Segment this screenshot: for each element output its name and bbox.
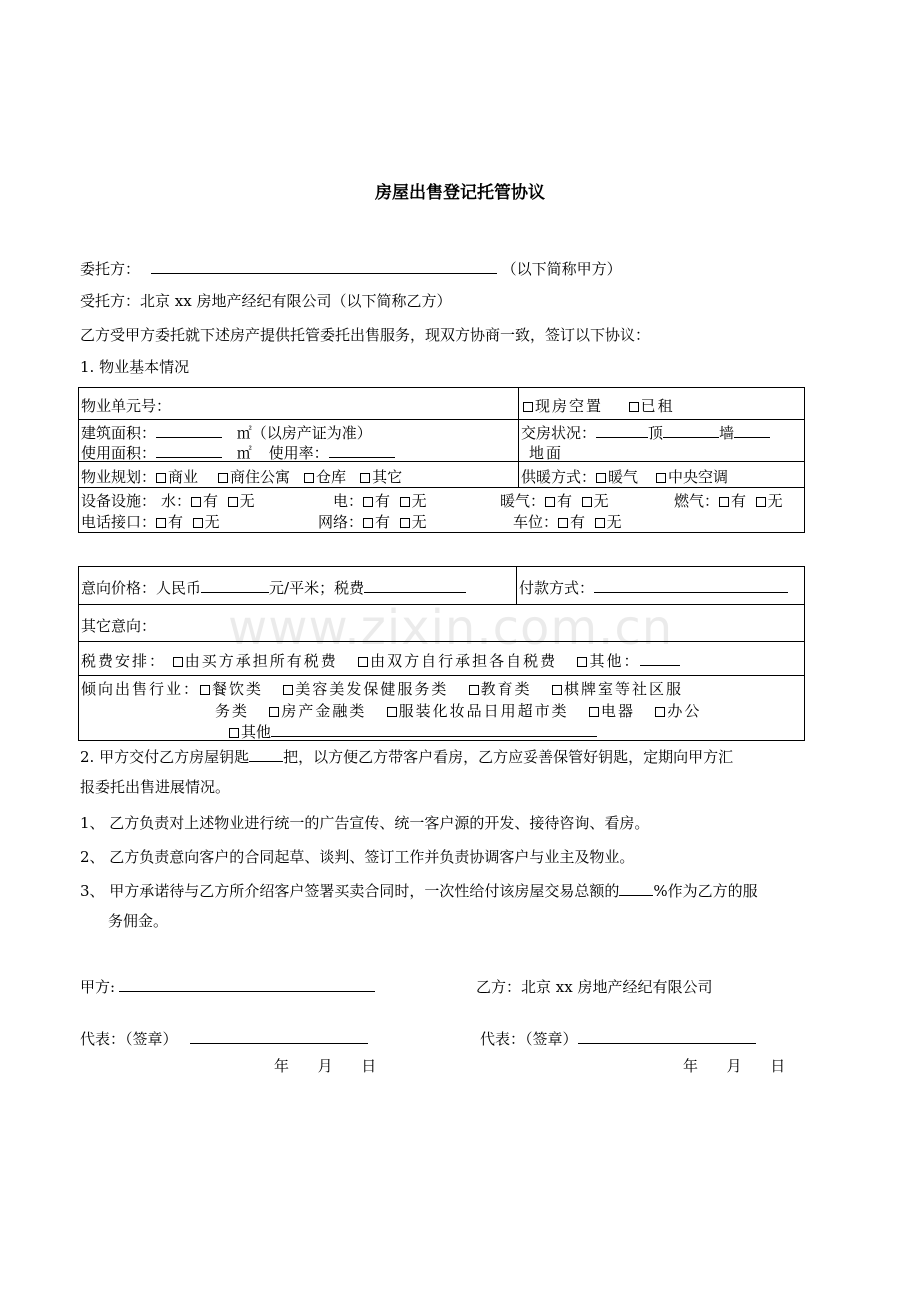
divider (78, 604, 805, 605)
key-count-field[interactable] (249, 760, 283, 762)
planning-other-label: 其它 (372, 468, 403, 486)
clause-item-1: 1、 乙方负责对上述物业进行统一的广告宣传、统一客户源的开发、接待咨询、看房。 (80, 814, 650, 832)
parking-no-label: 无 (606, 513, 622, 531)
divider (518, 387, 519, 487)
planning-warehouse-checkbox[interactable] (304, 473, 314, 483)
client-name-field[interactable] (151, 272, 497, 274)
tax-other-label: 其他： (589, 652, 641, 670)
usable-area-field[interactable] (156, 456, 222, 458)
phone-yes-label: 有 (168, 513, 184, 531)
parking-yes-checkbox[interactable] (558, 518, 568, 528)
industry-office-label: 办公 (667, 702, 702, 720)
tax-buyer-checkbox[interactable] (173, 657, 183, 667)
usage-rate-label: 使用率： (268, 444, 329, 462)
heating-label: 供暖方式： (521, 468, 597, 486)
planning-commercial-checkbox[interactable] (156, 473, 166, 483)
price-field[interactable] (201, 591, 269, 593)
network-no-label: 无 (411, 513, 427, 531)
planning-apartment-checkbox[interactable] (218, 473, 228, 483)
heating-yes-label: 有 (557, 492, 573, 510)
building-area-row (81, 422, 372, 443)
clause-item-2: 2、 乙方负责意向客户的合同起草、谈判、签订工作并负责协调客户与业主及物业。 (80, 848, 635, 866)
trustee-line: 受托方：北京 xx 房地产经纪有限公司（以下简称乙方） (80, 292, 452, 310)
document-title: 房屋出售登记托管协议 (375, 183, 545, 203)
building-area-field[interactable] (156, 436, 222, 438)
clause-3-part-b: %作为乙方的服 (653, 882, 758, 900)
heating-central-ac-checkbox[interactable] (656, 473, 666, 483)
industry-office-checkbox[interactable] (655, 707, 665, 717)
price-label: 意向价格：人民币 (81, 579, 202, 597)
party-b-label: 乙方：北京 xx 房地产经纪有限公司 (476, 978, 713, 996)
electric-no-label: 无 (411, 492, 427, 510)
facility-label: 设备设施： (81, 492, 157, 510)
clause-2-line-2: 报委托出售进展情况。 (80, 778, 231, 796)
heating-yes-checkbox[interactable] (545, 497, 555, 507)
divider (516, 566, 517, 604)
party-a-date: 年 月 日 (274, 1057, 377, 1075)
status-options (523, 395, 675, 416)
usable-area-row (81, 442, 395, 463)
tax-other-checkbox[interactable] (577, 657, 587, 667)
rented-label: 已租 (640, 397, 675, 415)
divider (78, 675, 805, 676)
industry-clothing-label: 服装化妆品日用超市类 (398, 702, 569, 720)
building-area-unit: ㎡（以房产证为准） (236, 424, 372, 442)
industry-label: 倾向出售行业： (81, 680, 201, 698)
client-label: 委托方： (80, 260, 141, 278)
parking-label: 车位： (513, 513, 559, 531)
heating-row (521, 466, 728, 487)
clause-item-3 (80, 880, 758, 901)
water-label: 水： (161, 492, 192, 510)
vacant-label: 现房空置 (535, 397, 604, 415)
payment-field[interactable] (594, 591, 788, 593)
electric-no-checkbox[interactable] (400, 497, 410, 507)
phone-label: 电话接口： (81, 513, 157, 531)
industry-realestate-label: 房产金融类 (281, 702, 367, 720)
planning-commercial-label: 商业 (168, 468, 199, 486)
handover-floor-label: 地面 (529, 444, 564, 462)
phone-yes-checkbox[interactable] (156, 518, 166, 528)
party-b-rep-field[interactable] (578, 1042, 756, 1044)
planning-apartment-label: 商住公寓 (230, 468, 291, 486)
industry-chess-room-label: 棋牌室等社区服 (564, 680, 684, 698)
industry-electronics-checkbox[interactable] (589, 707, 599, 717)
network-no-checkbox[interactable] (400, 518, 410, 528)
heating-no-checkbox[interactable] (582, 497, 592, 507)
handover-top-label: 顶 (648, 424, 664, 442)
parking-yes-label: 有 (570, 513, 586, 531)
planning-row (81, 466, 402, 487)
water-no-label: 无 (239, 492, 255, 510)
electric-yes-checkbox[interactable] (363, 497, 373, 507)
clause-3-part-a: 3、 甲方承诺待与乙方所介绍客户签署买卖合同时，一次性给付该房屋交易总额的 (80, 882, 620, 900)
tax-field[interactable] (364, 591, 466, 593)
party-a-rep-field[interactable] (190, 1042, 368, 1044)
industry-other-field[interactable] (271, 735, 597, 737)
industry-beauty-checkbox[interactable] (283, 685, 293, 695)
party-a-rep-label: 代表：（签章） (80, 1030, 178, 1048)
planning-warehouse-label: 仓库 (316, 468, 347, 486)
vacant-checkbox[interactable] (523, 402, 533, 412)
gas-label: 燃气： (674, 492, 720, 510)
planning-label: 物业规划： (81, 468, 157, 486)
other-intent-label: 其它意向： (81, 617, 157, 635)
party-a-field[interactable] (119, 990, 375, 992)
party-b-rep (480, 1028, 756, 1049)
industry-row-3 (229, 721, 597, 742)
electric-yes-label: 有 (375, 492, 391, 510)
water-no-checkbox[interactable] (228, 497, 238, 507)
divider (78, 641, 805, 642)
clause-2-line-1 (80, 746, 733, 767)
unit-number-label: 物业单元号： (81, 397, 172, 415)
gas-yes-label: 有 (731, 492, 747, 510)
divider (78, 419, 805, 420)
tax-other-field[interactable] (640, 664, 680, 666)
electric-label: 电： (333, 492, 364, 510)
parking-no-checkbox[interactable] (595, 518, 605, 528)
tax-each-label: 由双方自行承担各自税费 (370, 652, 558, 670)
heating-radiator-checkbox[interactable] (596, 473, 606, 483)
handover-top-field[interactable] (596, 436, 648, 438)
handover-extra-field[interactable] (734, 436, 770, 438)
payment-label: 付款方式： (519, 579, 595, 597)
party-a-rep (80, 1028, 368, 1049)
usable-area-unit: ㎡ (236, 444, 252, 462)
electric-group (333, 490, 427, 511)
clause-2-part-b: 把，以方便乙方带客户看房，乙方应妥善保管好钥匙，定期向甲方汇 (283, 748, 734, 766)
water-yes-checkbox[interactable] (191, 497, 201, 507)
usable-area-label: 使用面积： (81, 444, 157, 462)
phone-no-label: 无 (204, 513, 220, 531)
clause-3-line-2: 务佣金。 (108, 912, 169, 930)
industry-clothing-checkbox[interactable] (387, 707, 397, 717)
heating-no-label: 无 (593, 492, 609, 510)
industry-catering-checkbox[interactable] (200, 685, 210, 695)
party-a-sign (80, 976, 375, 997)
tax-each-checkbox[interactable] (358, 657, 368, 667)
heating-radiator-label: 暖气 (608, 468, 639, 486)
parking-group (513, 511, 622, 532)
industry-row-1 (81, 678, 683, 699)
water-group (161, 490, 255, 511)
divider (78, 487, 805, 488)
party-a-label: 甲方: (80, 978, 116, 996)
client-row (80, 258, 622, 279)
industry-line2-prefix: 务类 (215, 702, 250, 720)
price-row (81, 577, 466, 598)
network-group (318, 511, 427, 532)
industry-realestate-checkbox[interactable] (269, 707, 279, 717)
building-area-label: 建筑面积： (81, 424, 157, 442)
industry-other-label: 其他 (241, 723, 272, 741)
gas-yes-checkbox[interactable] (719, 497, 729, 507)
tax-buyer-label: 由买方承担所有税费 (184, 652, 338, 670)
handover-wall-label: 墙 (719, 424, 735, 442)
intro-line: 乙方受甲方委托就下述房产提供托管委托出售服务，现双方协商一致，签订以下协议： (80, 326, 651, 344)
industry-education-checkbox[interactable] (469, 685, 479, 695)
network-yes-checkbox[interactable] (363, 518, 373, 528)
industry-electronics-label: 电器 (600, 702, 635, 720)
payment-row (519, 577, 788, 598)
client-suffix: （以下简称甲方） (501, 260, 622, 278)
rented-checkbox[interactable] (629, 402, 639, 412)
gas-group (674, 490, 783, 511)
clause-2-part-a: 2. 甲方交付乙方房屋钥匙 (80, 748, 250, 766)
party-b-date: 年 月 日 (683, 1057, 786, 1075)
industry-beauty-label: 美容美发保健服务类 (295, 680, 449, 698)
phone-group (81, 511, 220, 532)
commission-percent-field[interactable] (619, 894, 653, 896)
industry-education-label: 教育类 (480, 680, 532, 698)
heating-facility-label: 暖气： (500, 492, 546, 510)
usage-rate-field[interactable] (329, 456, 395, 458)
water-yes-label: 有 (203, 492, 219, 510)
tax-row (81, 650, 680, 671)
network-label: 网络： (318, 513, 364, 531)
phone-no-checkbox[interactable] (193, 518, 203, 528)
handover-wall-field[interactable] (663, 436, 719, 438)
heating-central-ac-label: 中央空调 (668, 468, 729, 486)
gas-no-checkbox[interactable] (756, 497, 766, 507)
gas-no-label: 无 (767, 492, 783, 510)
watermark: www.zixin.com.cn (228, 600, 674, 656)
party-b-rep-label: 代表：（签章） (480, 1030, 578, 1048)
handover-row (521, 422, 770, 443)
tax-arrangement-label: 税费安排： (81, 652, 167, 670)
industry-row-2 (215, 700, 701, 721)
industry-catering-label: 餐饮类 (212, 680, 264, 698)
price-unit: 元/平米；税费 (269, 579, 365, 597)
network-yes-label: 有 (375, 513, 391, 531)
industry-other-checkbox[interactable] (229, 728, 239, 738)
section-1-heading: 1. 物业基本情况 (80, 358, 190, 376)
heating-facility-group (500, 490, 609, 511)
handover-label: 交房状况： (521, 424, 597, 442)
industry-chess-room-checkbox[interactable] (552, 685, 562, 695)
planning-other-checkbox[interactable] (360, 473, 370, 483)
